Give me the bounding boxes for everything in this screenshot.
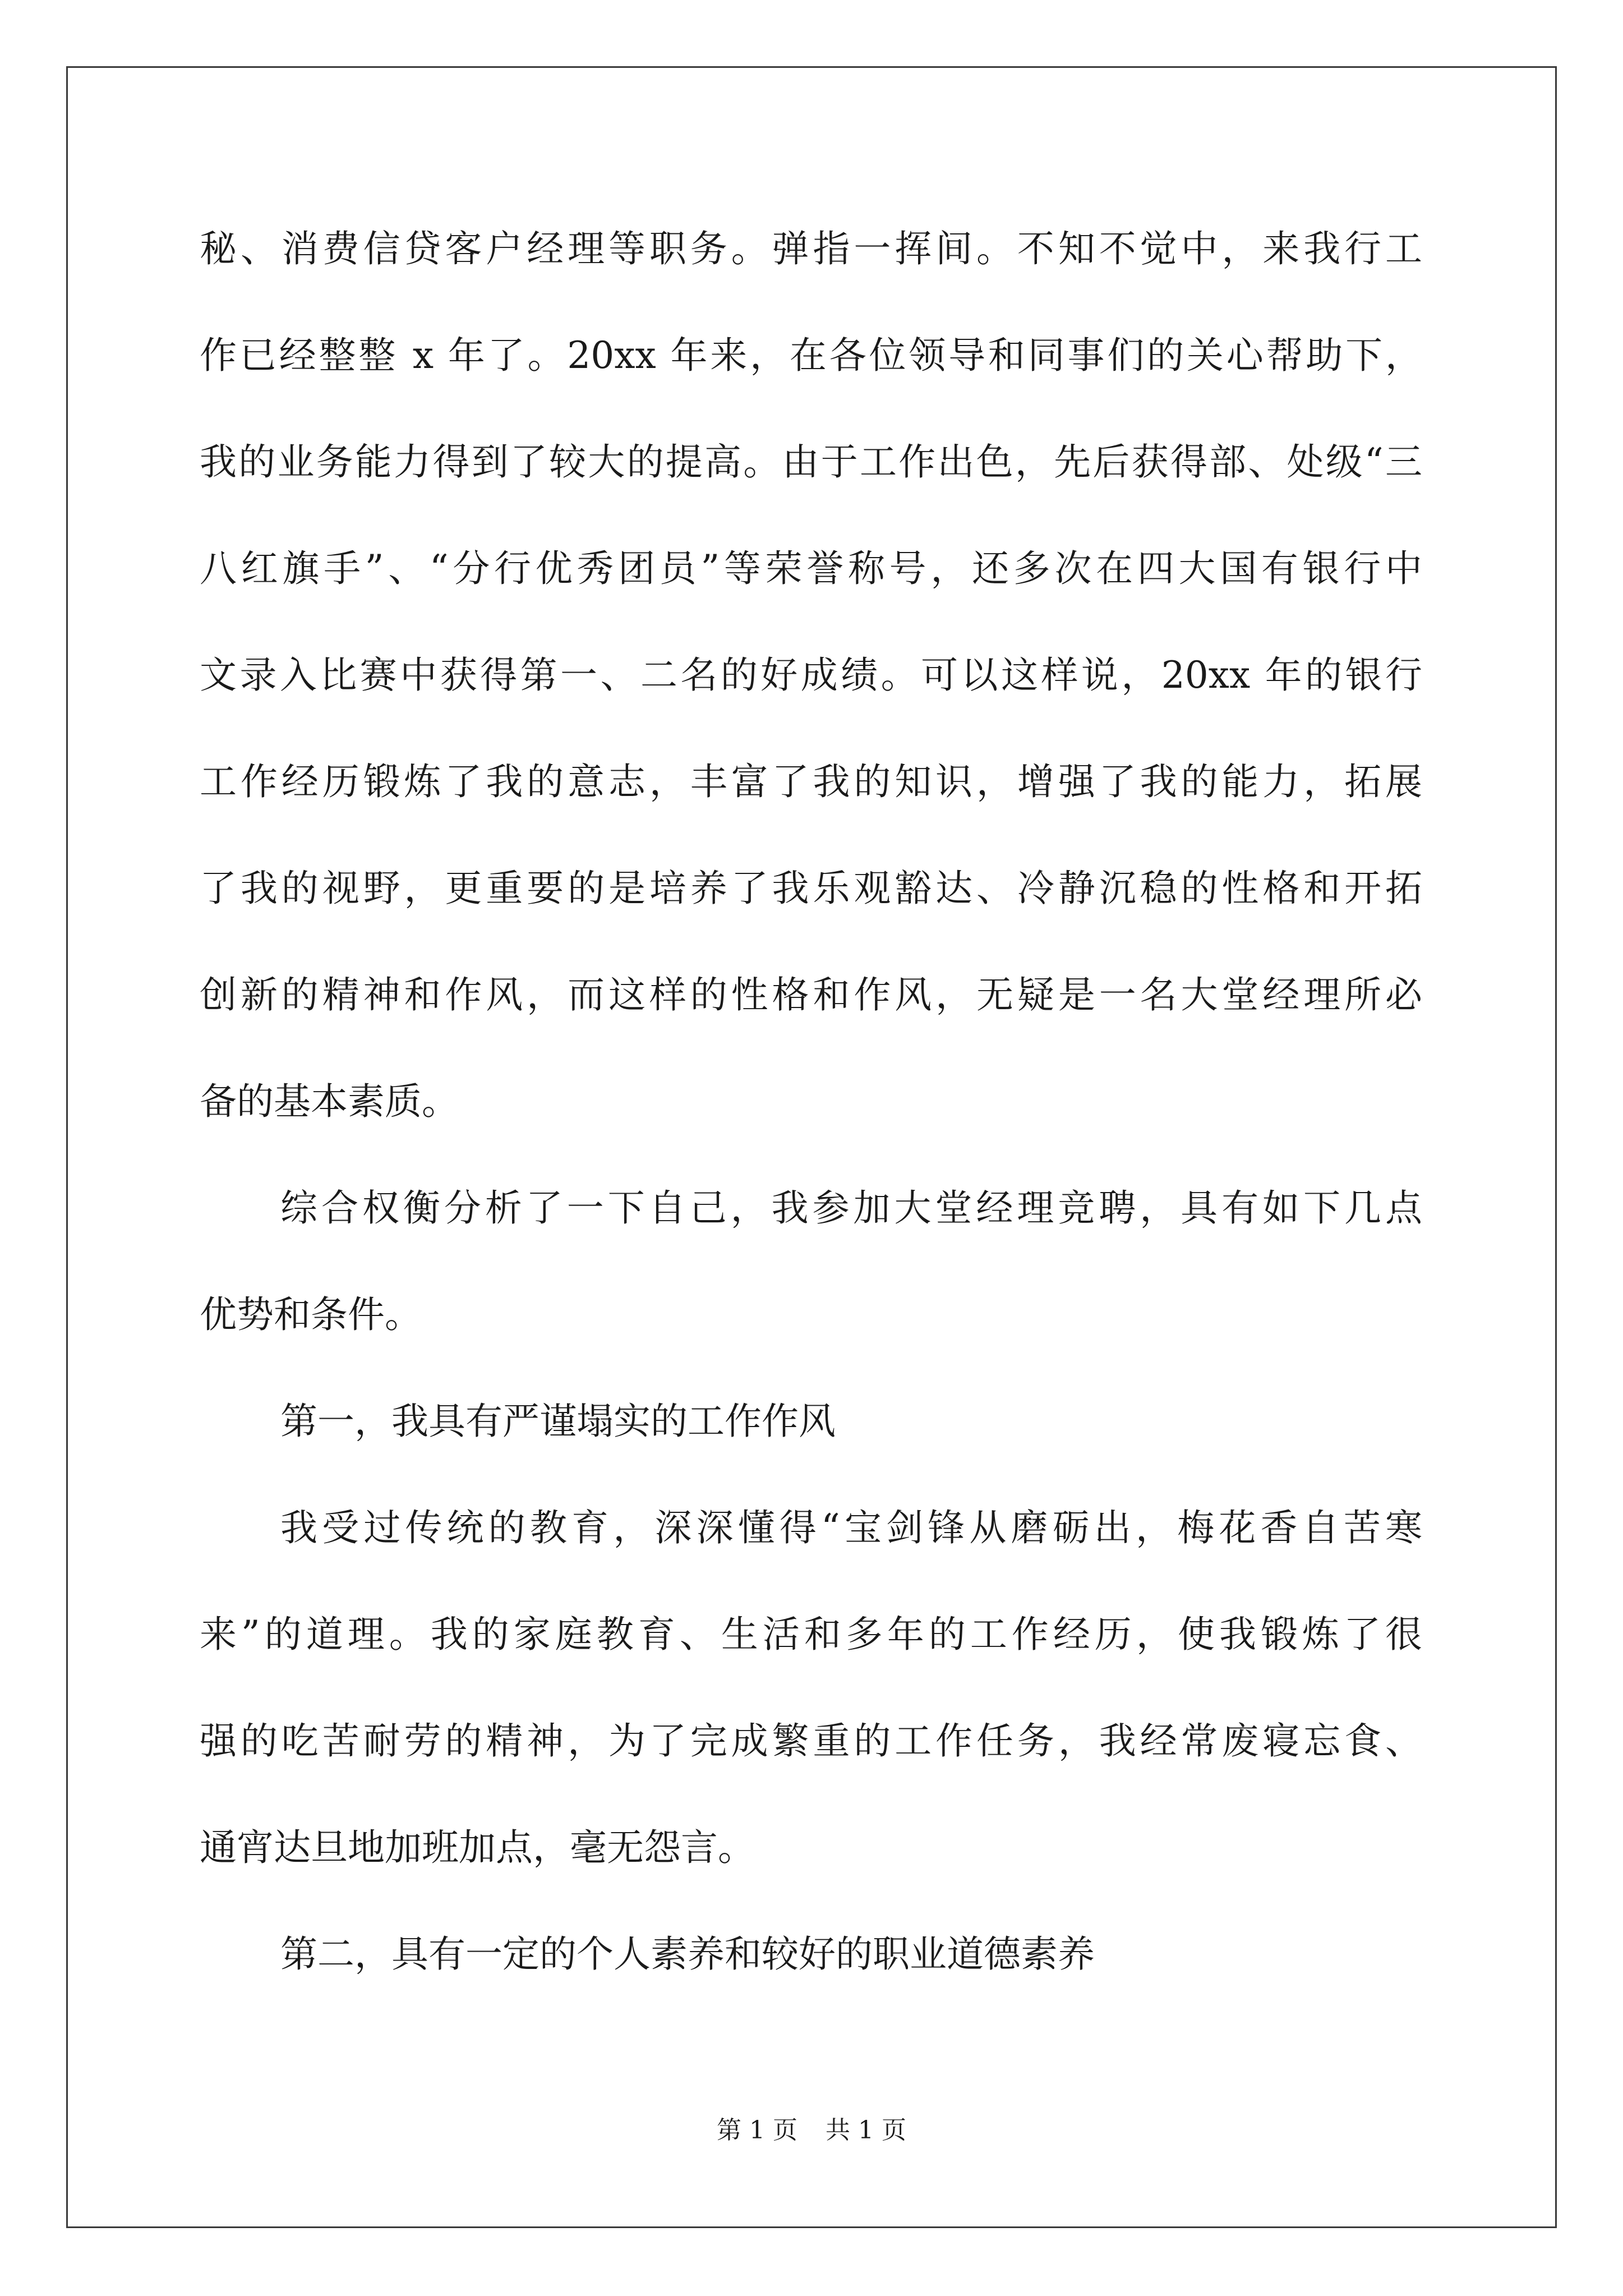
page-footer	[0, 2114, 1623, 2147]
paragraph-line: 来”的道理。我的家庭教育、生活和多年的工作经历，使我锻炼了很	[200, 1613, 1422, 1656]
paragraph-line: 通宵达旦地加班加点，毫无怨言。	[200, 1826, 755, 1869]
paragraph-line: 作已经整整 x 年了。20xx 年来，在各位领导和同事们的关心帮助下，	[200, 334, 1422, 377]
paragraph-line: 优势和条件。	[200, 1293, 422, 1336]
paragraph-line: 了我的视野，更重要的是培养了我乐观豁达、冷静沉稳的性格和开拓	[200, 867, 1422, 910]
paragraph-line: 秘、消费信贷客户经理等职务。弹指一挥间。不知不觉中，来我行工	[200, 227, 1422, 270]
section-heading: 第一，我具有严谨塌实的工作作风	[280, 1400, 836, 1443]
section-heading: 第二，具有一定的个人素养和较好的职业道德素养	[280, 1932, 1095, 1976]
paragraph-line: 八红旗手”、“分行优秀团员”等荣誉称号，还多次在四大国有银行中	[200, 547, 1422, 590]
page-total: 共 1 页	[826, 2116, 906, 2145]
paragraph-line: 工作经历锻炼了我的意志，丰富了我的知识，增强了我的能力，拓展	[200, 760, 1422, 803]
paragraph-line: 创新的精神和作风，而这样的性格和作风，无疑是一名大堂经理所必	[200, 973, 1422, 1016]
paragraph-line: 我的业务能力得到了较大的提高。由于工作出色，先后获得部、处级“三	[200, 440, 1422, 484]
paragraph-line: 我受过传统的教育，深深懂得“宝剑锋从磨砺出，梅花香自苦寒	[280, 1506, 1422, 1549]
paragraph-line: 文录入比赛中获得第一、二名的好成绩。可以这样说，20xx 年的银行	[200, 654, 1422, 697]
paragraph-line: 综合权衡分析了一下自己，我参加大堂经理竞聘，具有如下几点	[280, 1186, 1422, 1230]
page-frame	[66, 66, 1557, 2228]
paragraph-line: 备的基本素质。	[200, 1080, 459, 1123]
paragraph-line: 强的吃苦耐劳的精神，为了完成繁重的工作任务，我经常废寝忘食、	[200, 1719, 1422, 1763]
page-number: 第 1 页	[717, 2116, 797, 2145]
